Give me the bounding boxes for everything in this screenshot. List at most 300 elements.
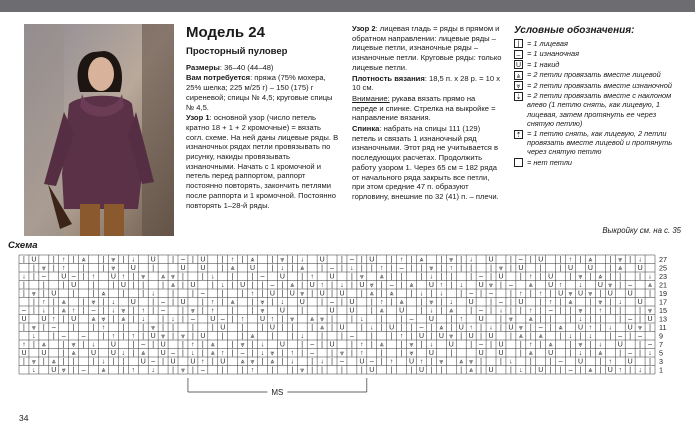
chart-symbol: ↓ [459,282,463,290]
chart-symbol: ⩓ [101,290,106,298]
chart-symbol: | [102,333,105,341]
chart-symbol: U [577,324,583,332]
chart-symbol: | [32,265,35,273]
chart-symbol: – [628,316,633,324]
chart-symbol: | [490,307,492,315]
chart-symbol: | [62,282,65,290]
chart-symbol: – [330,299,334,307]
chart-symbol: | [390,273,393,281]
chart-symbol: | [52,265,55,273]
chart-symbol: U [130,299,136,307]
row-number: 9 [659,331,663,341]
chart-symbol: U [200,333,206,341]
chart-symbol: | [609,333,612,341]
chart-symbol: ⩓ [141,350,146,358]
chart-symbol: | [201,307,204,315]
chart-symbol: U [478,316,484,324]
chart-symbol: ↓ [111,307,116,315]
chart-symbol: ↑ [220,350,225,358]
chart-symbol: ⩓ [61,307,66,315]
chart-symbol: | [172,290,174,298]
chart-symbol: ⩓ [210,341,215,349]
chart-symbol: | [23,282,25,290]
chart-symbol: ⩓ [210,350,215,358]
chart-symbol: ⩓ [648,282,653,290]
chart-symbol: U [259,316,265,324]
chart-symbol: – [389,282,394,290]
row-number: 3 [659,356,663,366]
chart-symbol: ↑ [131,367,136,375]
chart-symbol: ⩓ [161,273,166,281]
chart-symbol: | [132,350,135,358]
chart-symbol: | [549,324,552,332]
legend-text: = 1 петлю снять, как лицевую, 2 петли провязать вместе лицевой и протянуть через снятую петлю [527,129,673,157]
chart-symbol: – [349,256,354,264]
chart-symbol: | [599,324,602,332]
chart-symbol: | [649,290,651,298]
chart-symbol: U [518,265,524,273]
chart-symbol: U [51,367,57,375]
page-number: 34 [19,413,29,423]
chart-symbol: | [619,307,622,315]
chart-symbol: ⩓ [41,341,46,349]
chart-symbol: | [301,341,304,349]
chart-symbol: | [221,299,224,307]
chart-symbol: | [440,273,443,281]
chart-symbol: U [458,324,464,332]
chart-symbol: | [72,358,75,366]
chart-symbol: | [470,265,473,273]
chart-symbol: ↓ [22,273,26,281]
chart-symbol: | [519,341,522,349]
chart-symbol: | [122,367,125,375]
chart-symbol: ⩓ [270,358,275,366]
chart-symbol: – [81,333,86,341]
chart-symbol: | [649,324,651,332]
chart-symbol: ↓ [340,282,344,290]
chart-symbol: – [71,273,76,281]
chart-symbol: ↑ [61,256,66,264]
chart-symbol: U [200,256,206,264]
row-number: 13 [659,314,667,324]
chart-symbol: | [500,358,502,366]
chart-symbol: | [609,273,612,281]
chart-symbol: | [162,282,165,290]
chart-symbol: | [599,290,602,298]
chart-symbol: ⩓ [230,265,235,273]
chart-symbol: U [627,290,633,298]
legend-text: = нет петли [527,157,573,167]
chart-symbol: | [549,358,552,366]
chart-symbol: | [62,341,65,349]
chart-symbol: U [160,350,166,358]
chart-symbol: U [577,358,583,366]
chart-symbol: | [301,307,304,315]
chart-symbol: | [102,299,105,307]
chart-symbol: – [628,350,633,358]
chart-symbol: ⩓ [548,341,553,349]
chart-symbol: | [350,273,353,281]
chart-symbol: ↓ [280,265,285,273]
chart-symbol: ⩓ [538,333,543,341]
chart-symbol: U [498,341,504,349]
chart-symbol: | [420,299,423,307]
chart-symbol: ↓ [489,324,493,332]
chart-symbol: | [539,273,542,281]
chart-symbol: U [269,324,275,332]
chart-symbol: – [141,341,146,349]
chart-symbol: ⩓ [588,256,593,264]
chart-symbol: ↓ [260,341,265,349]
chart-symbol: | [500,282,502,290]
chart-symbol: – [200,367,205,375]
chart-symbol: ↑ [399,333,404,341]
chart-symbol: U [329,341,335,349]
chart-symbol: ⩔ [190,307,195,315]
chart-symbol: ↓ [91,341,96,349]
chart-symbol: | [440,256,443,264]
label-bold: Узор 2 [352,24,376,33]
chart-symbol: ↑ [240,316,245,324]
chart-symbol: U [418,367,424,375]
chart-symbol: – [51,324,56,332]
chart-symbol: U [359,358,365,366]
chart-symbol: ⩓ [379,307,384,315]
chart-symbol: U [339,324,345,332]
chart-symbol: – [161,307,166,315]
chart-symbol: U [518,299,524,307]
chart-symbol: | [420,341,423,349]
chart-symbol: | [619,350,622,358]
chart-symbol: – [489,290,493,298]
chart-symbol: – [499,299,503,307]
chart-symbol: | [231,350,234,358]
chart-symbol: ↑ [211,299,215,307]
chart-symbol: – [638,333,643,341]
chart-symbol: | [350,282,353,290]
chart-symbol: ↓ [42,307,46,315]
chart-symbol: | [341,256,343,264]
chart-symbol: ↓ [578,316,583,324]
chart-symbol: | [191,290,194,298]
chart-symbol: ↓ [290,358,295,366]
chart-symbol: | [281,350,284,358]
chart-symbol: | [430,290,433,298]
chart-symbol: ↓ [648,273,652,281]
chart-symbol: | [370,333,373,341]
chart-symbol: ⩔ [240,341,245,349]
chart-symbol: | [291,367,294,375]
chart-symbol: | [380,358,383,366]
chart-symbol: ⩔ [489,282,494,290]
chart-symbol: ↑ [121,273,126,281]
chart-symbol: ⩔ [270,350,275,358]
chart-symbol: | [410,256,413,264]
chart-symbol: U [250,265,256,273]
chart-symbol: – [161,299,166,307]
chart-symbol: ↓ [260,350,265,358]
chart-symbol: U [41,316,47,324]
chart-symbol: U [170,358,176,366]
chart-symbol: | [201,273,204,281]
chart-symbol: ⩔ [449,256,454,264]
chart-symbol: U [279,307,285,315]
chart-symbol: | [152,265,155,273]
chart-symbol: ↑ [22,341,26,349]
legend-title: Условные обозначения: [514,25,635,36]
chart-symbol: ↓ [429,273,434,281]
chart-symbol: | [32,307,35,315]
chart-symbol: – [22,307,26,315]
chart-symbol: U [548,273,554,281]
row-number: 17 [659,297,667,307]
chart-symbol: – [628,282,633,290]
chart-symbol: ↓ [151,290,155,298]
chart-symbol: U [110,350,116,358]
chart-symbol: | [559,307,562,315]
chart-symbol: ↑ [250,290,255,298]
chart-symbol: U [488,333,494,341]
chart-symbol: U [428,316,434,324]
chart-symbol: – [340,358,344,366]
chart-symbol: | [490,273,492,281]
chart-symbol: ⩔ [61,367,66,375]
chart-symbol: | [182,282,184,290]
paragraph-text: : основной узор (число петель кратно 18 + 1 + 2 кромочные) = вязать согл. схеме. На ней даны лицевые ряды. В изнаночных рядах петли провязывать по рисунку, накиды провязывать изнаночными. Начать с 1 кромочной и петель перед раппортом, раппорт постоянно повторять, закончить петлями после раппорта и 1 кромочной. Постоянно повторять 1–28-й ряды. [186,113,339,210]
chart-symbol: – [330,265,334,273]
chart-symbol: ↓ [360,316,364,324]
chart-symbol: – [310,341,315,349]
chart-symbol: | [92,282,95,290]
legend-text: = 1 лицевая [527,38,568,48]
chart-symbol: ↑ [250,367,255,375]
chart-symbol: | [480,290,483,298]
chart-symbol: ⩔ [121,307,126,315]
chart-symbol: | [271,299,274,307]
chart-symbol: | [599,358,602,366]
chart-symbol: ↓ [439,290,444,298]
chart-symbol: ⩔ [449,333,454,341]
chart-symbol: ↓ [449,299,454,307]
chart-symbol: | [410,324,413,332]
chart-symbol: U [617,341,623,349]
chart-symbol: ⩓ [469,367,474,375]
chart-symbol: ↑ [310,273,314,281]
chart-symbol: | [231,307,234,315]
chart-symbol: U [428,282,434,290]
chart-symbol: | [619,273,622,281]
chart-symbol: ↑ [529,341,533,349]
chart-symbol: | [639,273,642,281]
schema-title: Схема [8,240,38,251]
chart-symbol: U [637,299,643,307]
chart-symbol: | [132,316,135,324]
chart-symbol: ⩓ [528,316,533,324]
chart-symbol: | [72,256,75,264]
legend-symbol-icon: ⇣ [515,93,522,101]
chart-symbol: | [370,307,373,315]
chart-symbol: | [579,333,582,341]
chart-symbol: ↓ [608,324,613,332]
chart-symbol: | [370,265,373,273]
chart-symbol: | [360,265,363,273]
row-number: 21 [659,280,667,290]
chart-symbol: U [349,299,355,307]
chart-symbol: | [112,282,115,290]
chart-symbol: | [509,299,512,307]
chart-symbol: U [607,290,613,298]
chart-symbol: U [607,367,613,375]
chart-symbol: ⩔ [280,256,285,264]
chart-symbol: | [539,341,542,349]
chart-symbol: | [649,367,651,375]
chart-symbol: | [549,290,552,298]
chart-symbol: | [440,367,443,375]
chart-symbol: ↓ [131,256,136,264]
chart-symbol: | [281,316,284,324]
chart-symbol: | [589,316,592,324]
chart-symbol: – [648,341,652,349]
chart-symbol: | [52,299,55,307]
chart-symbol: ↓ [588,333,593,341]
chart-symbol: | [301,282,304,290]
chart-symbol: ⩓ [528,350,533,358]
chart-symbol: | [72,290,75,298]
chart-symbol: U [120,282,126,290]
chart-symbol: | [72,367,75,375]
chart-symbol: ⩓ [409,282,414,290]
chart-symbol: | [430,324,433,332]
label-bold: Плотность вязания [352,73,425,83]
chart-symbol: ⩓ [598,350,603,358]
chart-symbol: U [508,324,514,332]
chart-symbol: | [23,290,25,298]
chart-symbol: | [490,299,492,307]
chart-symbol: | [559,256,562,264]
chart-symbol: ⩔ [409,350,414,358]
chart-symbol: | [470,273,473,281]
chart-symbol: | [341,333,343,341]
chart-symbol: | [311,358,314,366]
chart-symbol: | [291,256,294,264]
chart-symbol: ⩓ [439,324,444,332]
chart-symbol: ↑ [201,358,205,366]
chart-symbol: – [548,307,553,315]
chart-symbol: U [319,290,325,298]
chart-symbol: | [62,316,65,324]
chart-symbol: ⩔ [161,333,166,341]
article-subtitle: Просторный пуловер [186,46,288,57]
chart-symbol: | [430,333,433,341]
chart-symbol: ↑ [399,256,404,264]
row-number: 27 [659,254,667,264]
chart-symbol: ⩔ [429,299,434,307]
chart-symbol: | [62,358,65,366]
chart-symbol: | [122,324,125,332]
chart-symbol: | [629,256,632,264]
chart-symbol: U [349,307,355,315]
chart-symbol: ⩔ [578,273,583,281]
chart-symbol: | [360,256,363,264]
chart-symbol: | [92,290,95,298]
chart-symbol: | [341,265,343,273]
chart-symbol: | [331,316,333,324]
chart-symbol: ↑ [71,307,76,315]
chart-symbol: ↑ [598,307,603,315]
chart-symbol: ⩓ [71,350,76,358]
chart-symbol: | [609,299,612,307]
chart-symbol: | [42,324,45,332]
chart-symbol: U [329,273,335,281]
chart-symbol: U [627,358,633,366]
chart-symbol: ⩓ [121,316,126,324]
chart-symbol: | [142,290,145,298]
row-number: 23 [659,271,667,281]
chart-symbol: ⩔ [618,256,623,264]
chart-symbol: U [279,341,285,349]
chart-symbol: | [271,367,274,375]
chart-symbol: – [399,265,404,273]
chart-symbol: ↑ [61,265,66,273]
chart-symbol: U [150,333,156,341]
chart-symbol: ⩓ [290,282,295,290]
label-bold: Узор 1 [186,113,210,123]
chart-symbol: | [529,256,532,264]
chart-symbol: – [479,273,484,281]
chart-symbol: | [629,333,632,341]
chart-symbol: | [579,367,582,375]
chart-symbol: | [390,299,393,307]
chart-symbol: ↓ [171,316,175,324]
chart-symbol: | [281,282,284,290]
chart-symbol: | [112,358,115,366]
chart-symbol: U [220,324,226,332]
chart-symbol: | [559,265,562,273]
chart-symbol: ⩔ [638,324,643,332]
chart-symbol: | [102,307,105,315]
chart-symbol: ↑ [469,324,473,332]
chart-symbol: ⩓ [399,299,404,307]
chart-symbol: | [132,341,135,349]
chart-symbol: | [291,333,294,341]
chart-symbol: | [191,324,194,332]
chart-symbol: ⩔ [180,367,185,375]
chart-symbol: ⩔ [518,324,523,332]
chart-symbol: ↓ [220,282,225,290]
chart-symbol: | [122,256,125,264]
chart-symbol: | [440,307,443,315]
chart-symbol: – [171,350,175,358]
chart-symbol: ⩓ [101,367,106,375]
chart-symbol: | [460,265,463,273]
chart-symbol: ⩓ [558,324,563,332]
legend-text: = 2 петли провязать вместе с наклоном влево (1 петлю снять, как лицевую, 1 лицевая, затем протянуть ее через снятую петлю) [527,91,672,128]
chart-symbol: | [539,316,542,324]
chart-symbol: ⩓ [51,358,56,366]
chart-symbol: | [92,324,95,332]
chart-symbol: U [418,333,424,341]
chart-symbol: U [41,350,47,358]
chart-symbol: | [450,273,453,281]
chart-symbol: | [231,316,234,324]
chart-symbol: U [448,341,454,349]
chart-symbol: ⩔ [508,316,513,324]
chart-symbol: ⩔ [300,290,305,298]
chart-symbol: | [311,367,314,375]
chart-symbol: ⩔ [250,358,255,366]
chart-symbol: U [140,358,146,366]
chart-symbol: | [122,333,125,341]
